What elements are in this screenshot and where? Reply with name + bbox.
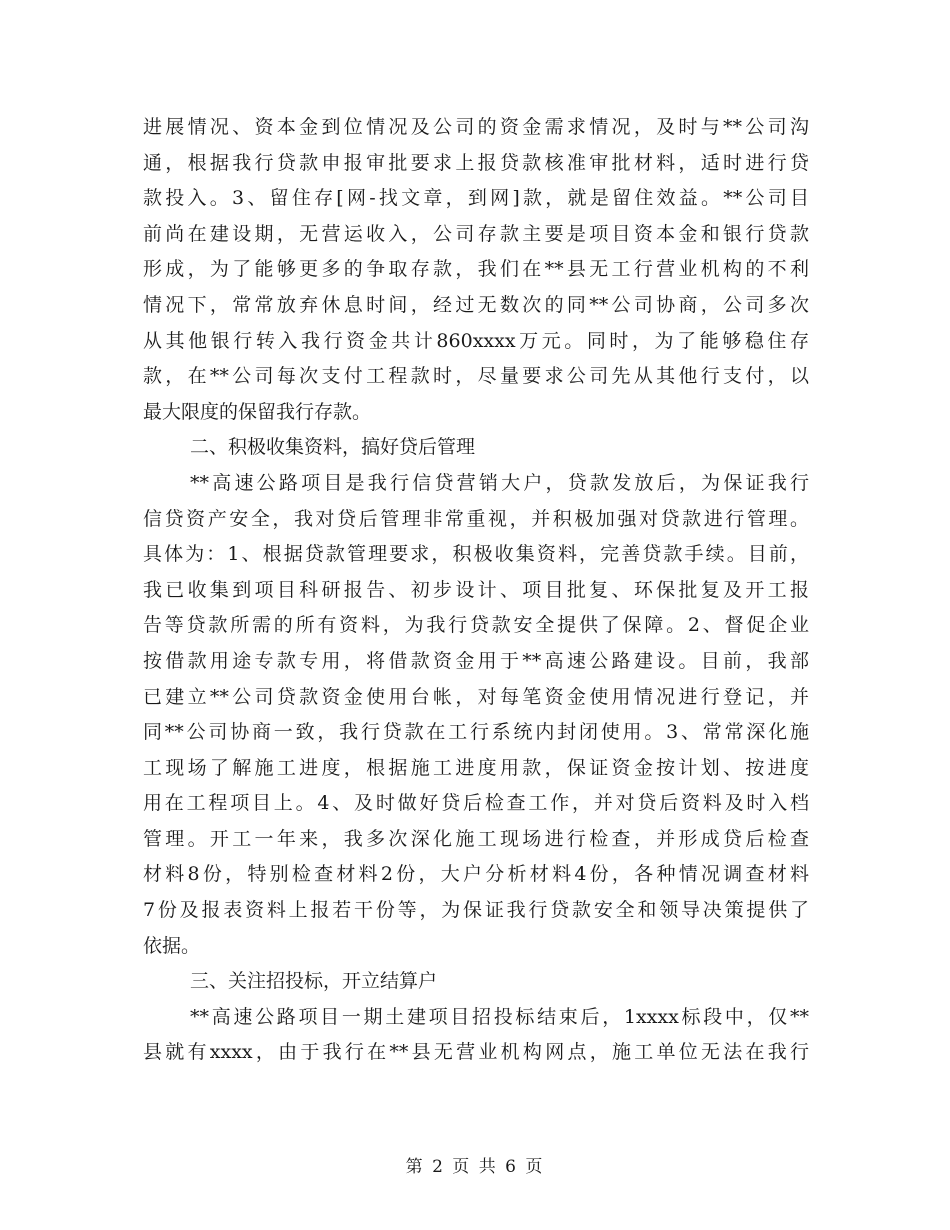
text-line: 情况下，常常放弃休息时间，经过无数次的同**公司协商，公司多次 xyxy=(143,293,809,316)
text-line: 依据。 xyxy=(143,934,201,957)
text-line: 信贷资产安全，我对贷后管理非常重视，并积极加强对贷款进行管理。 xyxy=(143,507,809,530)
text-line: 7份及报表资料上报若干份等，为保证我行贷款安全和领导决策提供了 xyxy=(143,899,809,922)
text-line: **高速公路项目是我行信贷营销大户，贷款发放后，为保证我行 xyxy=(190,471,809,494)
text-line: 已建立**公司贷款资金使用台帐，对每笔资金使用情况进行登记，并 xyxy=(143,685,809,708)
text-line: 材料8份，特别检查材料2份，大户分析材料4份，各种情况调查材料 xyxy=(143,863,809,886)
text-line: 管理。开工一年来，我多次深化施工现场进行检查，并形成贷后检查 xyxy=(143,827,809,850)
text-line: 款投入。3、留住存[网-找文章，到网]款，就是留住效益。**公司目 xyxy=(143,187,809,210)
text-line: 县就有xxxx，由于我行在**县无营业机构网点，施工单位无法在我行 xyxy=(143,1041,809,1064)
text-line: **高速公路项目一期土建项目招投标结束后，1xxxx标段中，仅** xyxy=(190,1005,809,1028)
text-line: 进展情况、资本金到位情况及公司的资金需求情况，及时与**公司沟 xyxy=(143,116,809,138)
section-heading: 二、积极收集资料，搞好贷后管理 xyxy=(190,436,476,459)
text-line: 最大限度的保留我行存款。 xyxy=(143,400,372,423)
text-line: 通，根据我行贷款申报审批要求上报贷款核准审批材料，适时进行贷 xyxy=(143,151,809,174)
text-line: 具体为：1、根据贷款管理要求，积极收集资料，完善贷款手续。目前， xyxy=(143,543,809,566)
text-line: 同**公司协商一致，我行贷款在工行系统内封闭使用。3、常常深化施 xyxy=(143,721,809,744)
text-line: 工现场了解施工进度，根据施工进度用款，保证资金按计划、按进度 xyxy=(143,756,809,779)
text-line: 从其他银行转入我行资金共计860xxxx万元。同时，为了能够稳住存 xyxy=(143,329,809,352)
text-line: 我已收集到项目科研报告、初步设计、项目批复、环保批复及开工报 xyxy=(143,578,809,601)
text-line: 按借款用途专款专用，将借款资金用于**高速公路建设。目前，我部 xyxy=(143,649,809,672)
text-line: 告等贷款所需的所有资料，为我行贷款安全提供了保障。2、督促企业 xyxy=(143,614,809,637)
text-line: 款，在**公司每次支付工程款时，尽量要求公司先从其他行支付，以 xyxy=(143,365,809,388)
page-footer: 第 2 页 共 6 页 xyxy=(405,1157,545,1177)
text-line: 前尚在建设期，无营运收入，公司存款主要是项目资本金和银行贷款 xyxy=(143,222,809,245)
text-line: 用在工程项目上。4、及时做好贷后检查工作，并对贷后资料及时入档 xyxy=(143,792,809,815)
document-body xyxy=(143,110,809,1071)
section-heading: 三、关注招投标，开立结算户 xyxy=(190,970,438,993)
text-line: 形成，为了能够更多的争取存款，我们在**县无工行营业机构的不利 xyxy=(143,258,809,281)
